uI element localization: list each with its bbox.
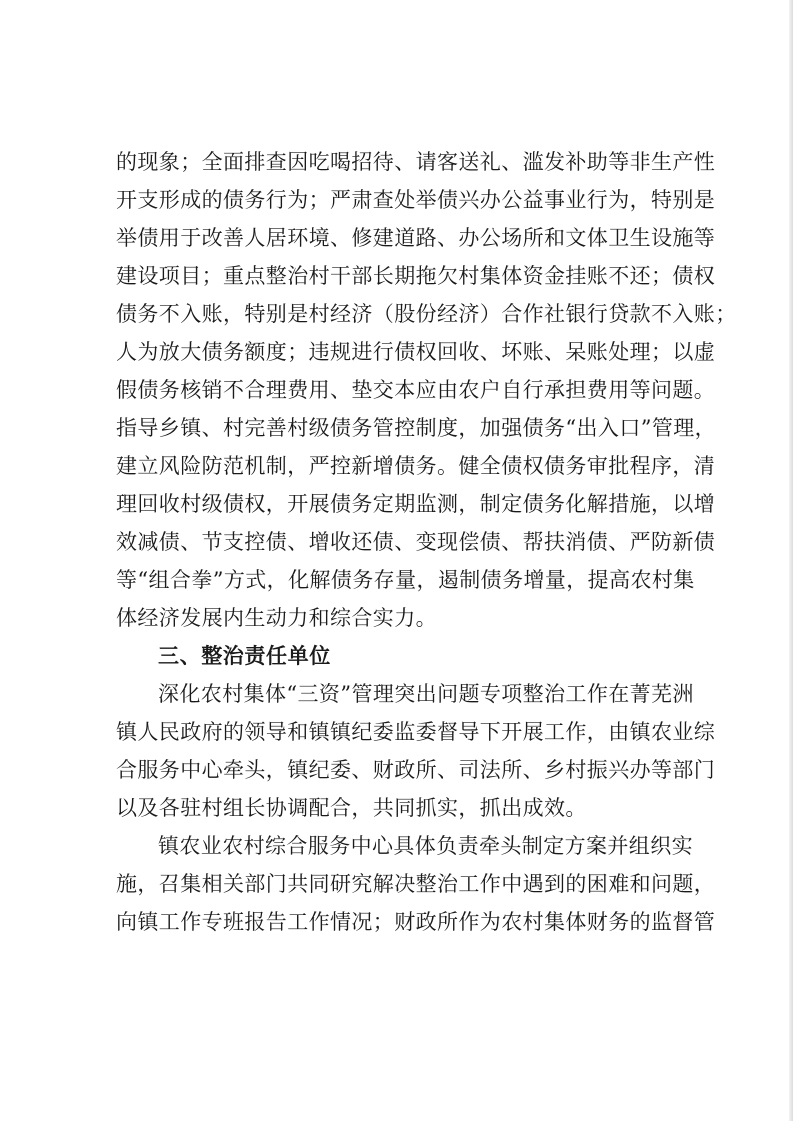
body-text-line: 假债务核销不合理费用、垫交本应由农户自行承担费用等问题。: [116, 378, 716, 402]
body-text-line: 等“组合拳”方式，化解债务存量，遏制债务增量，提高农村集: [116, 568, 695, 592]
body-text-line: 向镇工作专班报告工作情况；财政所作为农村集体财务的监督管: [116, 910, 716, 934]
body-text-line: 镇农业农村综合服务中心具体负责牵头制定方案并组织实: [158, 834, 693, 858]
body-text-line: 建设项目；重点整治村干部长期拖欠村集体资金挂账不还；债权: [116, 264, 716, 288]
body-text-line: 人为放大债务额度；违规进行债权回收、坏账、呆账处理；以虚: [116, 340, 716, 364]
scan-edge-shadow: [789, 0, 793, 1121]
body-text-line: 施，召集相关部门共同研究解决整治工作中遇到的困难和问题，: [116, 872, 716, 896]
body-text-line: 举债用于改善人居环境、修建道路、办公场所和文体卫生设施等: [116, 226, 716, 250]
body-text-line: 理回收村级债权，开展债务定期监测，制定债务化解措施，以增: [116, 492, 716, 516]
body-text-line: 体经济发展内生动力和综合实力。: [116, 606, 437, 630]
body-text-line: 效减债、节支控债、增收还债、变现偿债、帮扶消债、严防新债: [116, 530, 716, 554]
body-text-line: 深化农村集体“三资”管理突出问题专项整治工作在菁芜洲: [158, 682, 694, 706]
body-text-line: 建立风险防范机制，严控新增债务。健全债权债务审批程序，清: [116, 454, 716, 478]
section-heading: 三、整治责任单位: [158, 644, 331, 668]
body-text-line: 开支形成的债务行为；严肃查处举债兴办公益事业行为，特别是: [116, 188, 716, 212]
body-text-line: 以及各驻村组长协调配合，共同抓实，抓出成效。: [116, 796, 587, 820]
body-text-line: 合服务中心牵头，镇纪委、财政所、司法所、乡村振兴办等部门: [116, 758, 716, 782]
body-text-line: 债务不入账，特别是村经济（股份经济）合作社银行贷款不入账；: [116, 302, 737, 326]
body-text-line: 的现象；全面排查因吃喝招待、请客送礼、滥发补助等非生产性: [116, 150, 716, 174]
body-text-line: 镇人民政府的领导和镇镇纪委监委督导下开展工作，由镇农业综: [116, 720, 716, 744]
body-text-line: 指导乡镇、村完善村级债务管控制度，加强债务“出入口”管理，: [116, 416, 717, 440]
